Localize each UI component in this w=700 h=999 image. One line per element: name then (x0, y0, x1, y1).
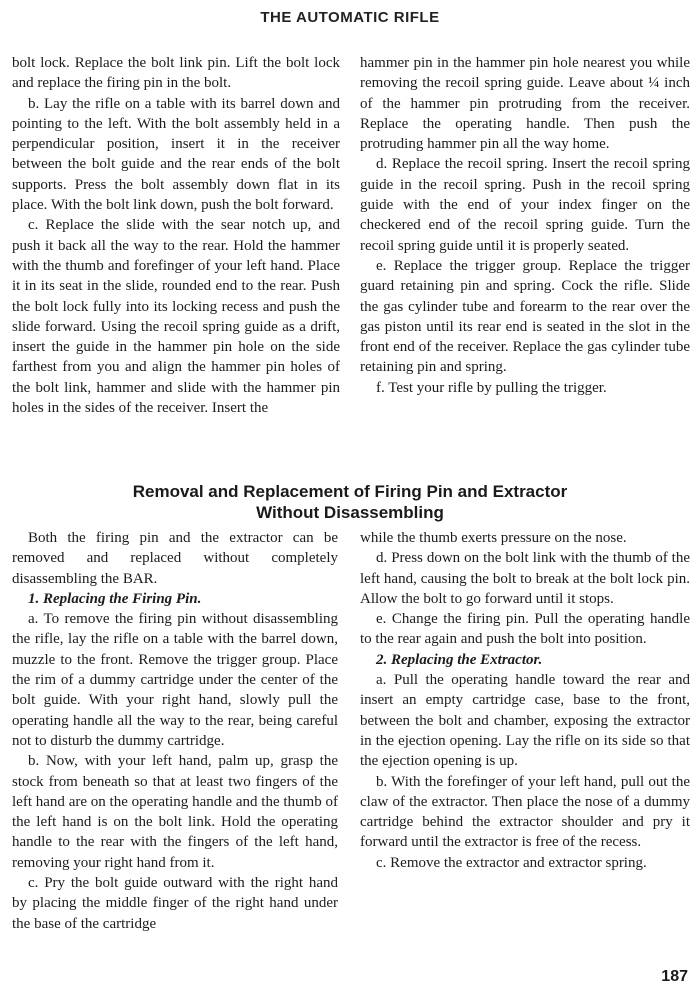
section-heading (40, 481, 660, 523)
paragraph: c. Replace the slide with the sear notch up, and push it back all the way to the rear. Hold the hammer with the thumb and forefinger of your left hand. Place it in its seat in the slide, rounded end to the rear. Push the bolt lock fully into its locking recess and push the slide forward. Using the recoil spring guide as a drift, insert the guide in the hammer pin hole on the side farthest from you and align the hammer pin holes of the bolt link, hammer and slide with the hammer pin holes in the sides of the receiver. Insert the (12, 217, 340, 417)
subheading-extractor: 2. Replacing the Extractor. (376, 651, 543, 668)
paragraph: d. Replace the recoil spring. Insert the recoil spring guide in the recoil spring. Push in the recoil spring guide with the end of your index finger on the checkered end of the recoil spring guide. Turn the recoil spring guide until it is properly seated. (360, 156, 690, 254)
paragraph: b. With the forefinger of your left hand, pull out the claw of the extractor. Then place the nose of a dummy cartridge behind the extractor shoulder and pry it forward until the extractor is free of the recess. (360, 773, 690, 851)
paragraph: hammer pin in the hammer pin hole nearest you while removing the recoil spring guide. Leave about ¼ inch of the hammer pin protruding from the receiver. Replace the operating handle. Then push the protruding hammer pin all the way home. (360, 55, 690, 153)
paragraph: b. Lay the rifle on a table with its barrel down and pointing to the left. With the bolt assembly held in a perpendicular position, insert it in the receiver between the bolt guide and the rear ends of the bolt supports. Press the bolt assembly down flat in its place. With the bolt link down, push the bolt forward. (12, 95, 340, 214)
paragraph: c. Pry the bolt guide outward with the right hand by placing the middle finger of the right hand under the base of the cartridge (12, 875, 338, 932)
paragraph: a. To remove the firing pin without disassembling the rifle, lay the rifle on a table with the barrel down, muzzle to the front. Remove the trigger group. Place the rim of a dummy cartridge under the center of the bolt guide. With your right hand, slowly pull the operating handle all the way to the rear, being careful not to disturb the dummy cartridge. (12, 611, 338, 749)
paragraph: f. Test your rifle by pulling the trigger. (376, 379, 607, 396)
upper-right-column (360, 53, 690, 398)
paragraph: d. Press down on the bolt link with the thumb of the left hand, causing the bolt to break at the bolt lock pin. Allow the bolt to go forward until it stops. (360, 550, 690, 607)
subheading-firing-pin: 1. Replacing the Firing Pin. (28, 590, 202, 607)
paragraph: e. Change the firing pin. Pull the operating handle to the rear again and push the bolt into position. (360, 611, 690, 648)
upper-left-column (12, 53, 340, 418)
lower-right-column (360, 528, 690, 873)
paragraph: bolt lock. Replace the bolt link pin. Lift the bolt lock and replace the firing pin in the bolt. (12, 55, 340, 92)
paragraph: e. Replace the trigger group. Replace the trigger guard retaining pin and spring. Cock the rifle. Slide the gas cylinder tube and forearm to the rear over the gas piston until its rear end is seated in the slot in the front end of the receiver. Replace the gas cylinder tube retaining pin and spring. (360, 257, 690, 376)
paragraph: while the thumb exerts pressure on the nose. (360, 530, 627, 546)
section-heading-line2: Without Disassembling (256, 503, 444, 522)
page-number: 187 (661, 968, 688, 985)
lower-left-column (12, 528, 338, 934)
paragraph: c. Remove the extractor and extractor spring. (376, 854, 647, 871)
section-heading-line1: Removal and Replacement of Firing Pin and Extractor (132, 482, 568, 501)
paragraph: Both the firing pin and the extractor can be removed and replaced without completely disassembling the BAR. (12, 530, 338, 587)
paragraph: a. Pull the operating handle toward the rear and insert an empty cartridge case, base to the front, between the bolt and chamber, exposing the extractor in the ejection opening. Lay the rifle on its side so that the ejection opening is up. (360, 672, 690, 770)
paragraph: b. Now, with your left hand, palm up, grasp the stock from beneath so that at least two fingers of the left hand are on the operating handle and the thumb of the left hand is on the bolt link. Hold the operating handle to the rear with the fingers of the left hand, removing your right hand from it. (12, 753, 338, 871)
running-head: THE AUTOMATIC RIFLE (260, 9, 440, 26)
